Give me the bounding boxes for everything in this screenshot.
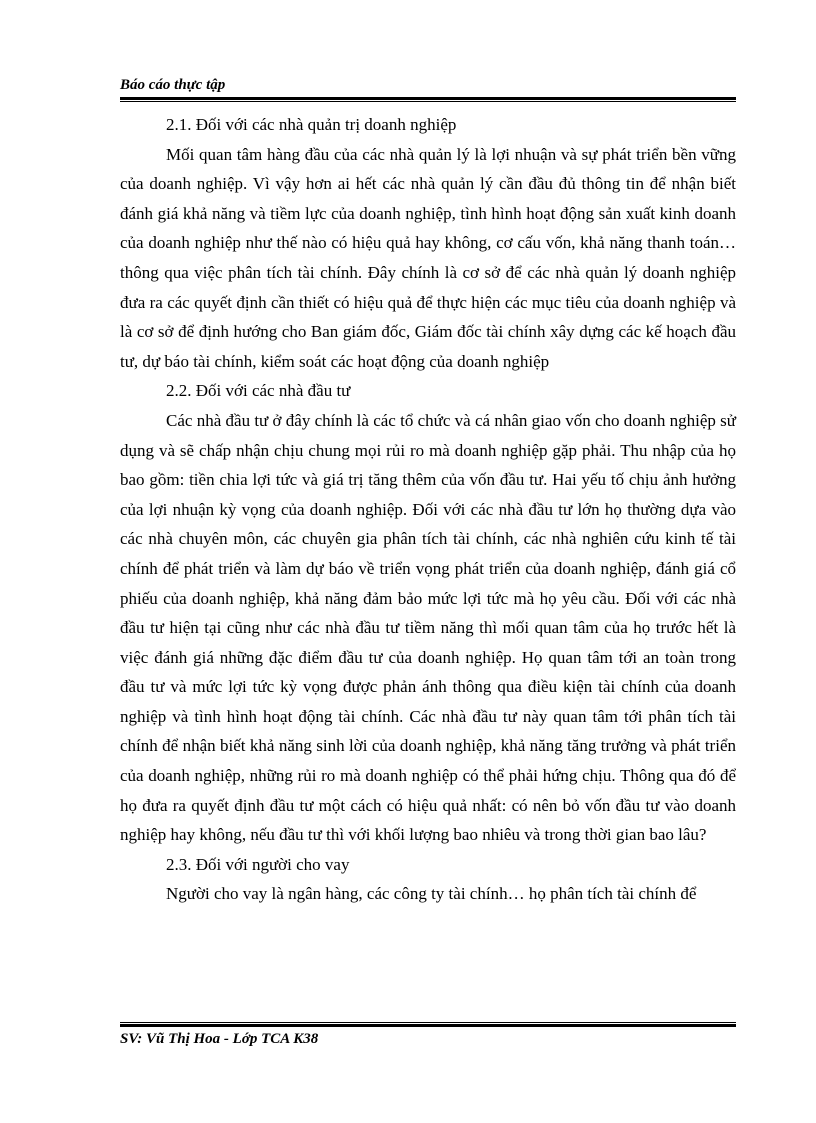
report-title: Báo cáo thực tập (120, 77, 226, 93)
section-heading-2-3: 2.3. Đối với người cho vay (166, 854, 350, 874)
header-rule-thick (120, 97, 736, 100)
footer-rule-thick (120, 1024, 736, 1027)
section-heading-2-2: 2.2. Đối với các nhà đầu tư (166, 381, 351, 401)
document-body (120, 110, 736, 909)
footer-rule-thin (120, 1022, 736, 1023)
page-footer (120, 1030, 736, 1048)
section-paragraph-2-1: Mối quan tâm hàng đầu của các nhà quản lý là lợi nhuận và sự phát triển bền vững của doanh nghiệp. Vì vậy hơn ai hết các nhà quản lý cần đầu đủ thông tin để nhận biết đánh giá khả năng và tiềm lực của doanh nghiệp, tình hình hoạt động sản xuất kinh doanh của doanh nghiệp như thế nào có hiệu quả hay không, cơ cấu vốn, khả năng thanh toán… thông qua việc phân tích tài chính. Đây chính là cơ sở để các nhà quản lý doanh nghiệp đưa ra các quyết định cần thiết có hiệu quả để thực hiện các mục tiêu của doanh nghiệp và là cơ sở để định hướng cho Ban giám đốc, Giám đốc tài chính xây dựng các kế hoạch đầu tư, dự báo tài chính, kiểm soát các hoạt động của doanh nghiệp (120, 144, 736, 371)
section-paragraph-2-2: Các nhà đầu tư ở đây chính là các tổ chức và cá nhân giao vốn cho doanh nghiệp sử dụng và sẽ chấp nhận chịu chung mọi rủi ro mà doanh nghiệp gặp phải. Thu nhập của họ bao gồm: tiền chia lợi tức và giá trị tăng thêm của vốn đầu tư. Hai yếu tố chịu ảnh hưởng của lợi nhuận kỳ vọng của doanh nghiệp. Đối với các nhà đầu tư lớn họ thường dựa vào các nhà chuyên môn, các chuyên gia phân tích tài chính, các nhà nghiên cứu kinh tế tài chính để phát triển và làm dự báo về triển vọng phát triển của doanh nghiệp, đánh giá cổ phiếu của doanh nghiệp, khả năng đảm bảo mức lợi tức mà họ yêu cầu. Đối với các nhà đầu tư hiện tại cũng như các nhà đầu tư tiềm năng thì mối quan tâm của họ trước hết là việc đánh giá những đặc điểm đầu tư của doanh nghiệp. Họ quan tâm tới an toàn trong đầu tư và mức lợi tức kỳ vọng được phản ánh thông qua điều kiện tài chính của doanh nghiệp và tình hình hoạt động tài chính. Các nhà đầu tư này quan tâm tới phân tích tài chính để nhận biết khả năng sinh lời của doanh nghiệp, khả năng tăng trưởng và phát triển của doanh nghiệp, những rủi ro mà doanh nghiệp có thể phải hứng chịu. Thông qua đó để họ đưa ra quyết định đầu tư một cách có hiệu quả nhất: có nên bỏ vốn đầu tư vào doanh nghiệp hay không, nếu đầu tư thì với khối lượng bao nhiêu và trong thời gian bao lâu? (120, 410, 736, 845)
section-heading-2-1: 2.1. Đối với các nhà quản trị doanh nghiệp (166, 115, 457, 134)
header-rule-thin (120, 101, 736, 102)
page-header (120, 76, 736, 94)
student-info: SV: Vũ Thị Hoa - Lớp TCA K38 (120, 1031, 319, 1047)
section-paragraph-2-3: Người cho vay là ngân hàng, các công ty tài chính… họ phân tích tài chính để (166, 884, 697, 904)
